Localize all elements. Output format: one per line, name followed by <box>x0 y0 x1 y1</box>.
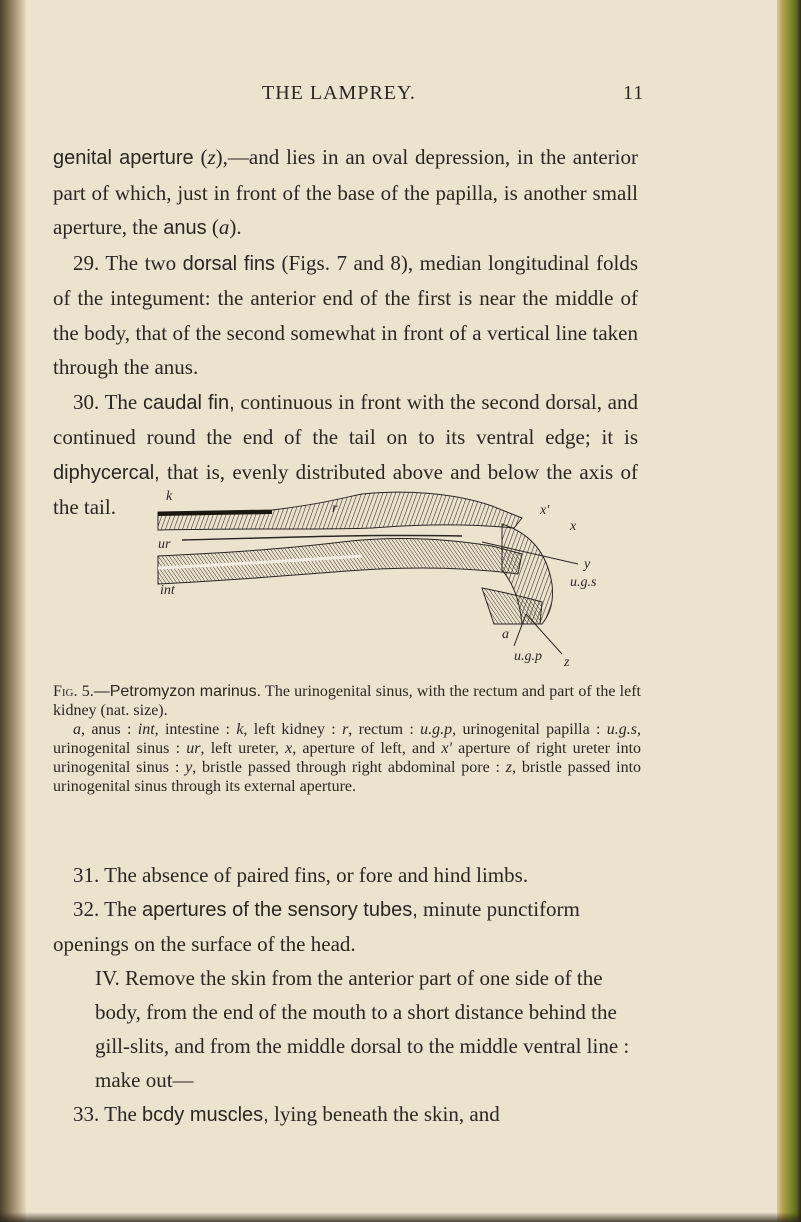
label-x-prime: x' <box>540 503 550 518</box>
book-gutter <box>0 0 26 1222</box>
body-text-upper <box>53 140 638 525</box>
paragraph-30: 30. The caudal fin, continuous in front with the second dorsal, and continued round the end of the tail on to its ventral edge; it is diphycercal, that is, evenly distributed above and below the axis of the tail. <box>53 389 638 519</box>
label-k: k <box>166 489 173 504</box>
paragraph-33: 33. The bcdy muscles, lying beneath the skin, and <box>73 1102 500 1126</box>
label-ugp: u.g.p <box>514 649 542 664</box>
bottom-shadow <box>0 1212 801 1222</box>
page-number: 11 <box>623 82 645 104</box>
label-y: y <box>584 557 591 572</box>
running-title: THE LAMPREY. <box>262 82 416 104</box>
figure-5-illustration <box>122 484 622 680</box>
body-text-lower <box>53 858 641 1132</box>
label-int: int <box>160 583 175 598</box>
intestine-shape <box>158 539 522 584</box>
paragraph-31: 31. The absence of paired fins, or fore and hind limbs. <box>73 863 529 887</box>
paragraph-29: 29. The two dorsal fins (Figs. 7 and 8), median longitudinal folds of the integument: the anterior end of the first is near the middle of the body, that of the second somewhat in front of a vertical line taken through the anus. <box>53 250 638 379</box>
label-ugs: u.g.s <box>570 575 597 590</box>
caption-legend: a, anus : int, intestine : k, left kidney : r, rectum : u.g.p, urinogenital papilla : u.g.s, urinogenital sinus : ur, left ureter, x, aperture of left, and x' aperture of right ureter into urinogenital sinus : y, bristle passed through right abdominal pore : z, bristle passed into urinogenital sinus through its external aperture. <box>53 721 642 795</box>
label-z: z <box>564 655 570 670</box>
label-r: r <box>332 501 338 516</box>
caption-title: Fig. 5.—Petromyzon marinus. The urinogenital sinus, with the rectum and part of the left kidney (nat. size). <box>53 683 641 719</box>
page-edge <box>777 0 801 1222</box>
paragraph-genital-aperture: genital aperture (z),—and lies in an oval depression, in the anterior part of which, just in front of the base of the papilla, is another small aperture, the anus (a). <box>53 145 639 239</box>
paragraph-32: 32. The apertures of the sensory tubes, minute punctiform openings on the surface of the head. <box>53 897 580 956</box>
label-ur: ur <box>158 537 171 552</box>
figure-caption <box>53 682 641 796</box>
paragraph-iv: IV. Remove the skin from the anterior part of one side of the body, from the end of the mouth to a short distance behind the gill-slits, and from the middle dorsal to the middle ventral line : make out— <box>95 966 630 1092</box>
label-a: a <box>502 627 509 642</box>
label-x: x <box>570 519 577 534</box>
